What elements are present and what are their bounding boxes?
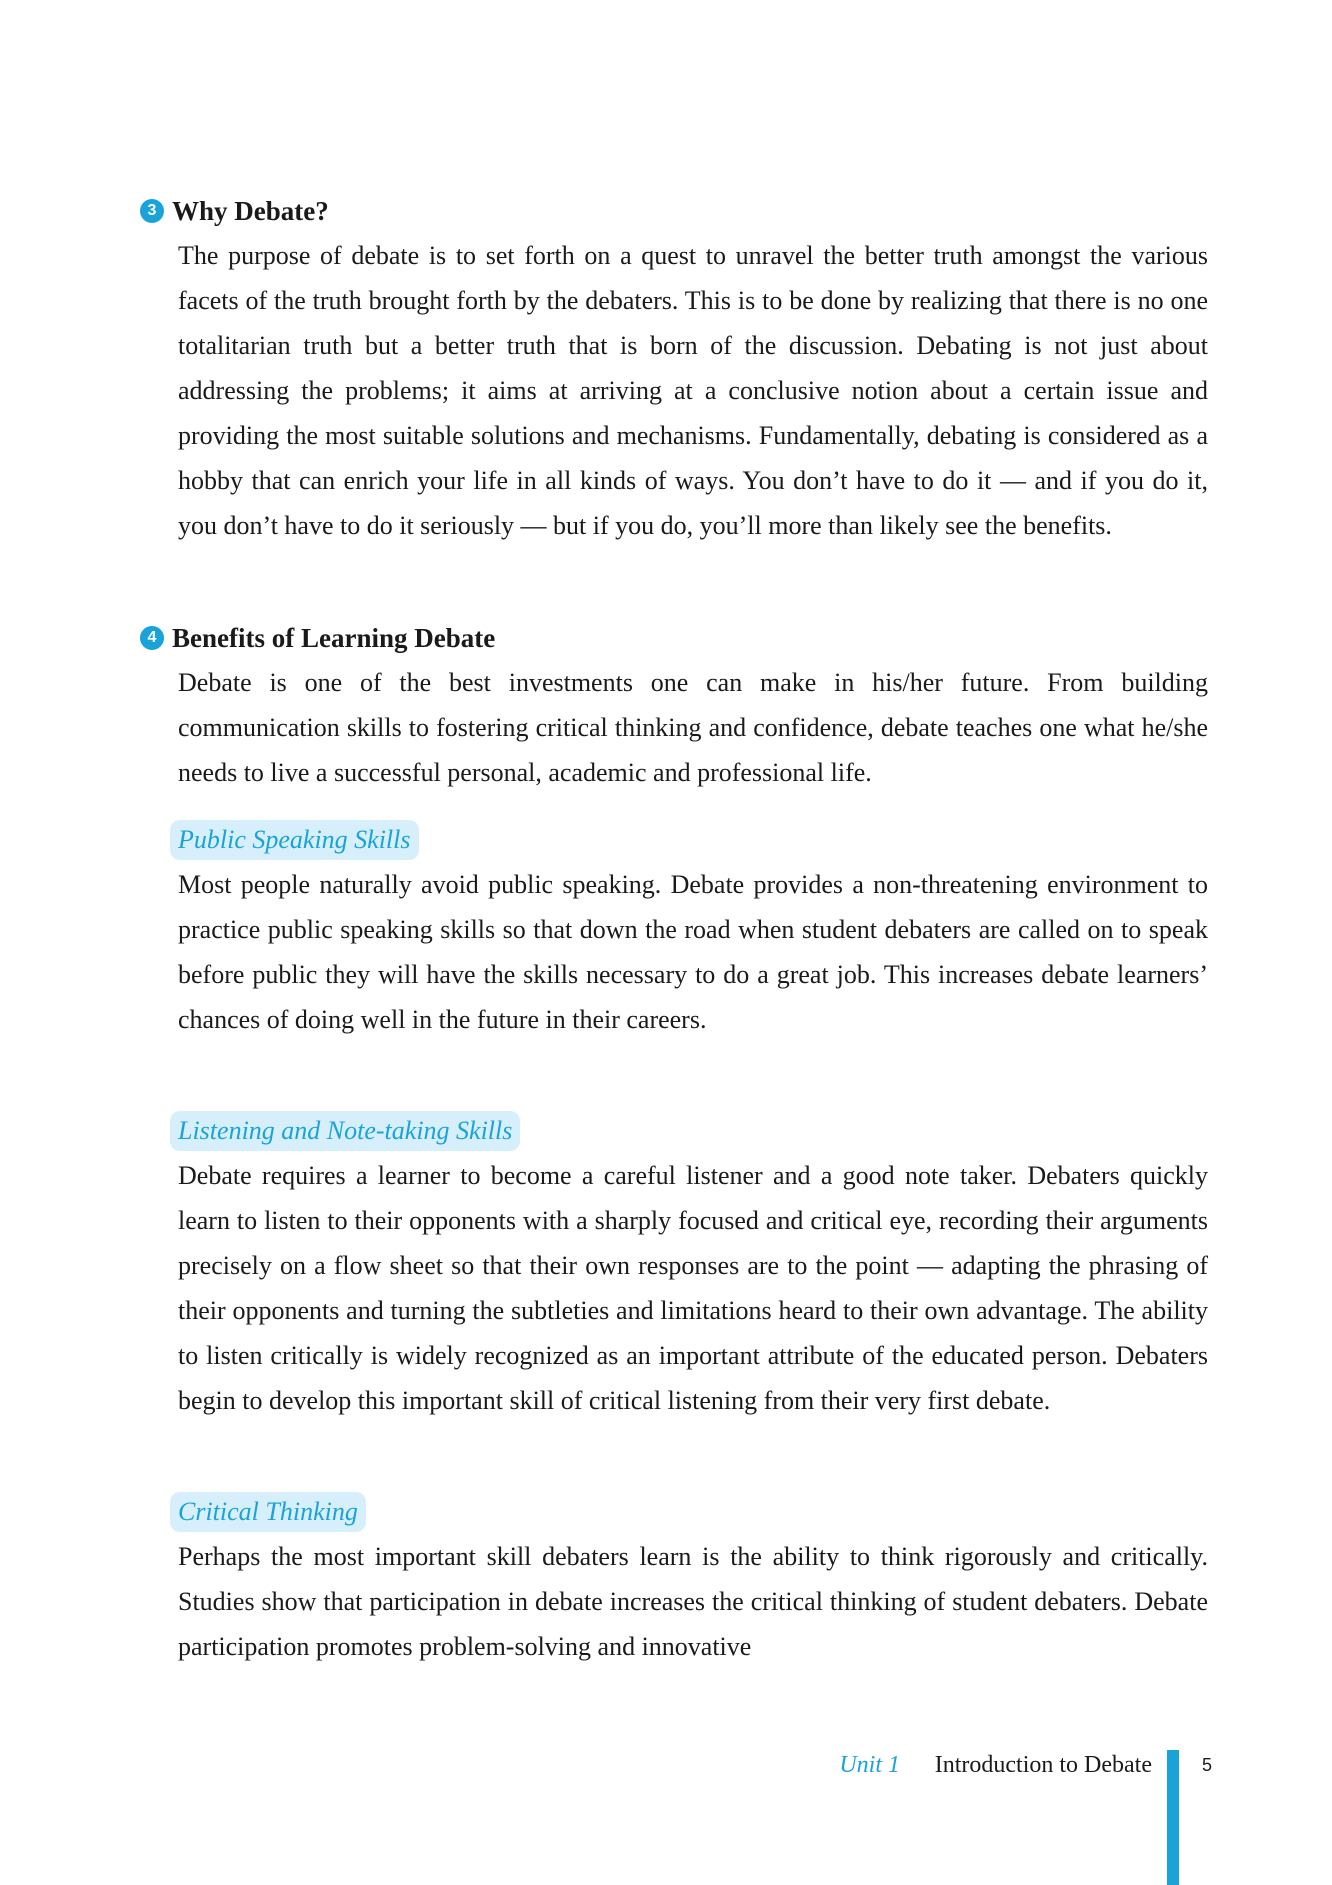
- section-title: Why Debate?: [172, 196, 329, 226]
- page-footer: [0, 1745, 1332, 1785]
- footer-chapter-title: Introduction to Debate: [934, 1752, 1152, 1778]
- subsection-body: Most people naturally avoid public speaking. Debate provides a non-threatening environment to practice public speaking skills so that down the road when student debaters are called on to speak before public they will have the skills necessary to do a great job. This increases debate learners’ chances of doing well in the future in their careers.: [178, 870, 1208, 1034]
- page-number: 5: [1202, 1755, 1213, 1775]
- subsection-public-speaking: [140, 820, 1208, 1042]
- subsection-listening: [140, 1111, 1208, 1423]
- section-benefits: [140, 618, 1208, 795]
- section-why-debate: [140, 191, 1208, 548]
- footer-unit-label: Unit 1: [839, 1752, 900, 1778]
- subsection-body: Debate requires a learner to become a careful listener and a good note taker. Debaters quickly learn to listen to their opponents with a sharply focused and critical eye, recording their arguments precisely on a flow sheet so that their own responses are to the point — adapting the phrasing of their opponents and turning the subtleties and limitations heard to their own advantage. The ability to listen critically is widely recognized as an important attribute of the educated person. Debaters begin to develop this important skill of critical listening from their very first debate.: [178, 1161, 1208, 1415]
- footer-accent-bar: [1167, 1750, 1179, 1885]
- subsection-body: Perhaps the most important skill debaters learn is the ability to think rigorously and critically. Studies show that participation in debate increases the critical thinking of student debaters. Debate participation promotes problem-solving and innovative: [178, 1542, 1208, 1661]
- subsection-label: Listening and Note-taking Skills: [170, 1111, 520, 1151]
- section-body: Debate is one of the best investments one can make in his/her future. From building communication skills to fostering critical thinking and confidence, debate teaches one what he/she needs to live a successful personal, academic and professional life.: [178, 668, 1208, 787]
- section-number-badge: 4: [140, 626, 164, 650]
- subsection-critical-thinking: [140, 1492, 1208, 1669]
- section-number-badge: 3: [140, 199, 164, 223]
- section-title: Benefits of Learning Debate: [172, 623, 496, 653]
- section-heading: [140, 191, 1170, 231]
- section-body: The purpose of debate is to set forth on a quest to unravel the better truth amongst the various facets of the truth brought forth by the debaters. This is to be done by realizing that there is no one totalitarian truth but a better truth that is born of the discussion. Debating is not just about addressing the problems; it aims at arriving at a conclusive notion about a certain issue and providing the most suitable solutions and mechanisms. Fundamentally, debating is considered as a hobby that can enrich your life in all kinds of ways. You don’t have to do it — and if you do it, you don’t have to do it seriously — but if you do, you’ll more than likely see the benefits.: [178, 241, 1208, 540]
- subsection-label: Public Speaking Skills: [170, 820, 419, 860]
- subsection-label: Critical Thinking: [170, 1492, 366, 1532]
- section-heading: [140, 618, 1170, 658]
